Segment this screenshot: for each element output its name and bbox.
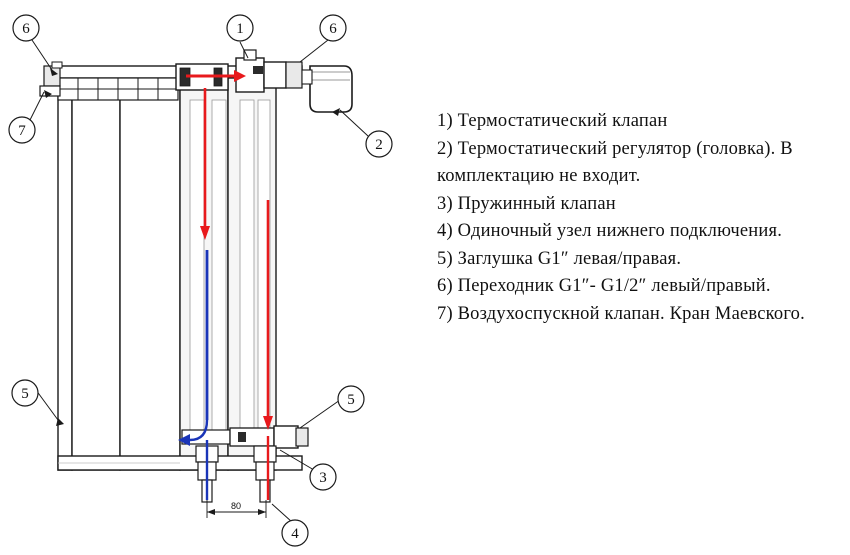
end-plug-cap — [296, 428, 308, 446]
dimension-value: 80 — [230, 501, 242, 511]
legend-item-4: 4) Одиночный узел нижнего подключения. — [437, 221, 783, 241]
leader-6-right — [300, 40, 328, 62]
legend-list — [437, 108, 837, 328]
leader-7 — [30, 92, 44, 120]
section-2 — [120, 72, 180, 470]
thermostatic-head — [310, 66, 352, 112]
dim-arrow-left — [207, 509, 215, 515]
legend-item-1: 1) Термостатический клапан — [437, 111, 668, 131]
callout-4-label: 4 — [291, 526, 299, 542]
adapter-right — [286, 62, 302, 88]
top-left-fittings — [40, 62, 62, 96]
leader-2 — [340, 110, 368, 136]
callout-5-right-label: 5 — [347, 392, 355, 408]
thermostatic-head-group — [286, 62, 352, 112]
legend-item-2: 2) Термостатический регулятор (головка). В комплектацию не входит. — [437, 138, 798, 186]
legend-item-7: 7) Воздухоспускной клапан. Кран Маевского. — [437, 303, 805, 324]
callout-3-label: 3 — [319, 470, 327, 486]
section-1 — [72, 72, 120, 470]
leader-4 — [272, 504, 292, 522]
legend-item-5: 5) Заглушка G1″ левая/правая. — [437, 248, 682, 269]
valve-outlet — [264, 62, 286, 88]
dim-arrow-right — [258, 509, 266, 515]
dimension-80 — [207, 500, 266, 518]
adapter-left-cap — [52, 62, 62, 68]
leader-5-right — [300, 400, 340, 428]
callout-5-left-label: 5 — [21, 386, 29, 402]
pipe-right-nut — [256, 462, 274, 480]
section-1-left-edge — [58, 72, 72, 470]
channel-right — [240, 100, 254, 430]
channel-mid — [212, 100, 226, 430]
node-seat-dark — [238, 432, 246, 442]
valve-internal-dark — [253, 66, 263, 74]
channel-left — [190, 100, 204, 430]
callout-1-label: 1 — [236, 21, 244, 37]
callout-6-right-label: 6 — [329, 21, 337, 37]
legend-item-3: 3) Пружинный клапан — [437, 193, 616, 214]
leader-6-left — [32, 40, 52, 70]
callout-7-label: 7 — [18, 123, 26, 139]
end-plug — [274, 426, 298, 448]
callout-6-left-label: 6 — [22, 21, 30, 37]
valve-stem — [244, 50, 256, 60]
callout-2-label: 2 — [375, 137, 383, 153]
pipe-right-collar — [254, 446, 276, 462]
legend-item-6: 6) Переходник G1″- G1/2″ левый/правый. — [437, 276, 771, 296]
head-collar — [302, 70, 312, 84]
leader-5-left — [36, 390, 58, 420]
radiator-sections — [58, 66, 302, 470]
